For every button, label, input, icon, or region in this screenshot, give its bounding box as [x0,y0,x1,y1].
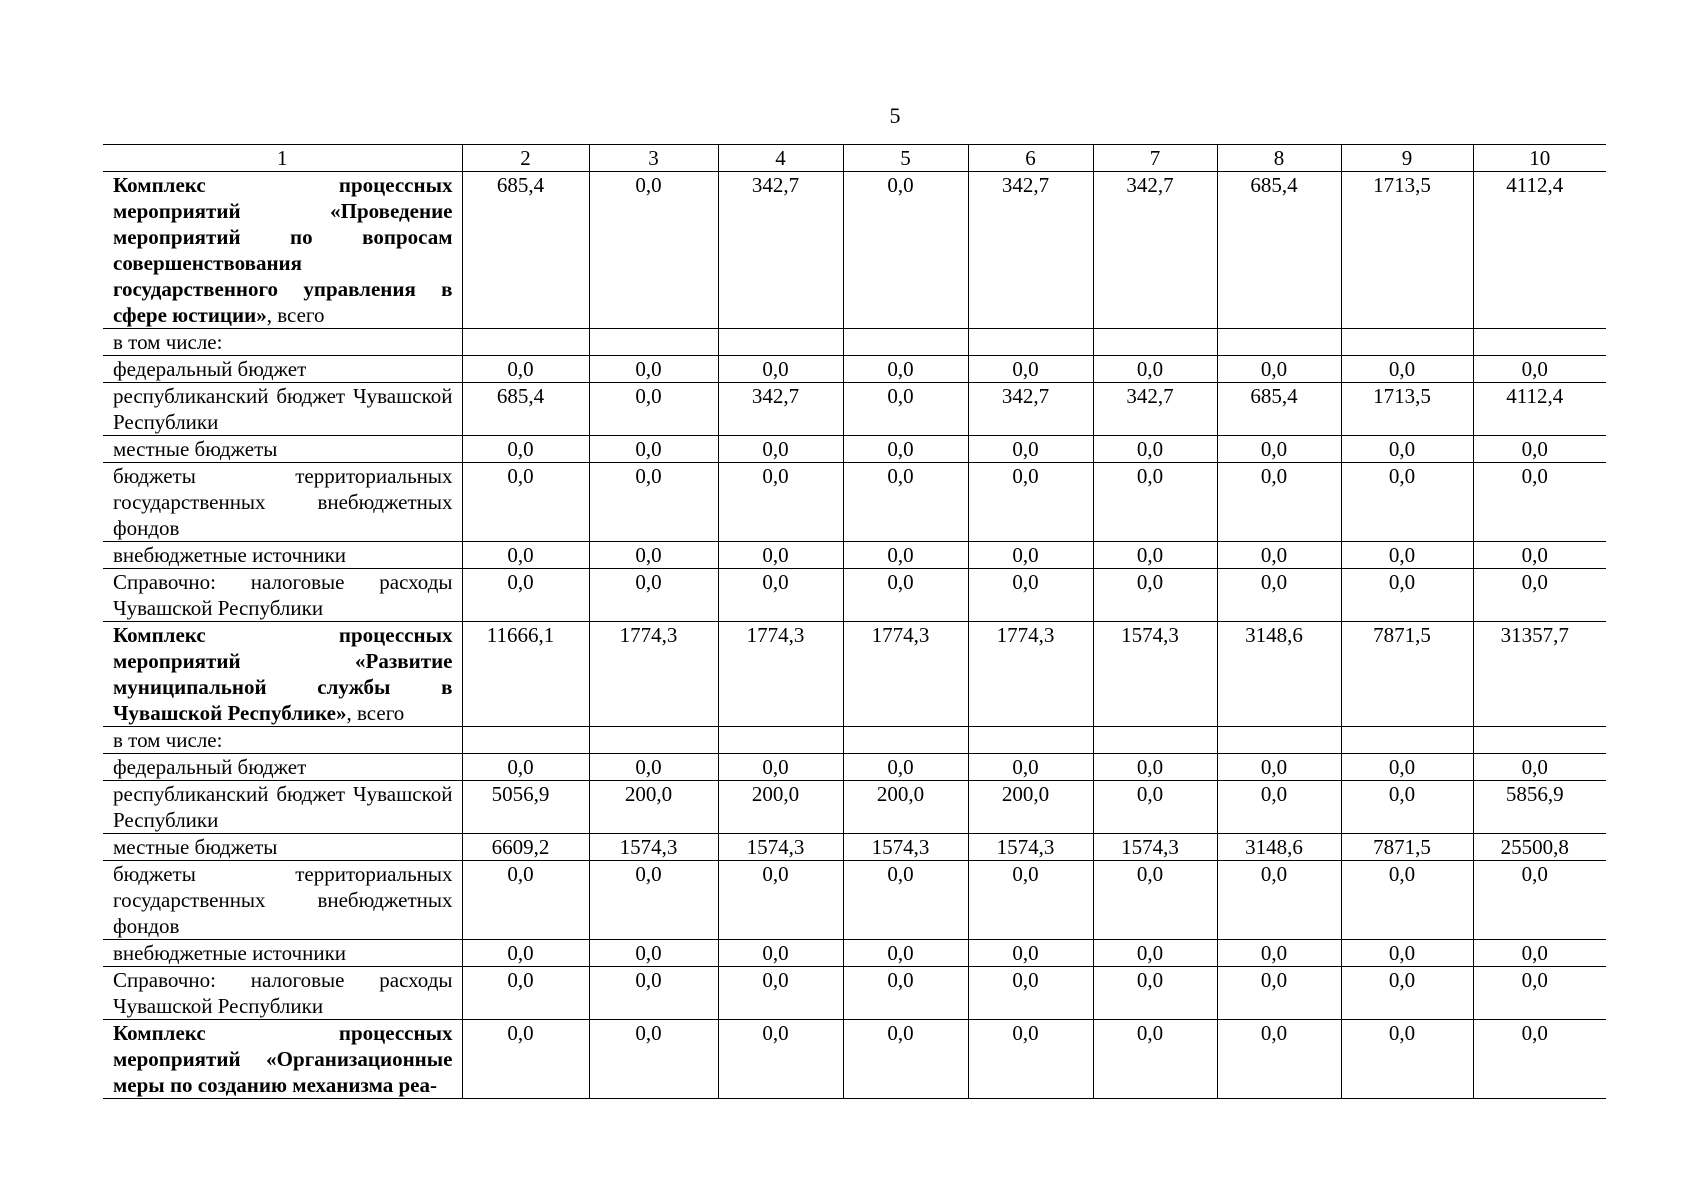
value-cell: 1574,3 [589,834,718,861]
value-cell: 200,0 [718,781,843,834]
value-cell [1473,329,1606,356]
value-cell: 0,0 [968,940,1093,967]
value-cell: 0,0 [718,356,843,383]
column-number-cell: 4 [718,145,843,172]
value-cell: 0,0 [1217,940,1341,967]
value-cell: 0,0 [462,967,589,1020]
row-label: бюджеты территориальных государственных внебюджетных фондов [103,463,462,542]
value-cell: 0,0 [843,1020,968,1099]
value-cell: 0,0 [1341,542,1473,569]
value-cell: 685,4 [462,172,589,329]
table-row [103,967,1606,1020]
value-cell: 1713,5 [1341,172,1473,329]
value-cell: 1774,3 [843,622,968,727]
row-label: бюджеты территориальных государственных внебюджетных фондов [103,861,462,940]
value-cell: 0,0 [462,569,589,622]
value-cell: 0,0 [718,861,843,940]
row-label: Справочно: налоговые расходы Чувашской Республики [103,967,462,1020]
value-cell: 1774,3 [589,622,718,727]
table-row [103,542,1606,569]
value-cell: 7871,5 [1341,622,1473,727]
table-row [103,940,1606,967]
value-cell [462,329,589,356]
value-cell: 3148,6 [1217,834,1341,861]
value-cell [718,727,843,754]
value-cell: 0,0 [589,436,718,463]
table-row [103,329,1606,356]
value-cell: 0,0 [589,383,718,436]
value-cell: 0,0 [1093,861,1217,940]
column-number-cell: 8 [1217,145,1341,172]
value-cell [843,727,968,754]
column-number-cell: 2 [462,145,589,172]
value-cell: 3148,6 [1217,622,1341,727]
value-cell: 4112,4 [1473,383,1606,436]
row-label [103,1020,462,1099]
value-cell: 0,0 [718,754,843,781]
value-cell: 0,0 [1341,1020,1473,1099]
value-cell: 0,0 [1473,356,1606,383]
column-number-cell: 1 [103,145,462,172]
value-cell [1093,727,1217,754]
value-cell: 0,0 [589,967,718,1020]
value-cell: 0,0 [462,861,589,940]
value-cell: 0,0 [718,436,843,463]
value-cell: 0,0 [968,436,1093,463]
value-cell: 0,0 [462,436,589,463]
value-cell: 342,7 [968,383,1093,436]
value-cell [718,329,843,356]
program-title-suffix: , всего [346,701,405,725]
value-cell: 1574,3 [1093,622,1217,727]
value-cell: 0,0 [1093,463,1217,542]
row-label [103,172,462,329]
value-cell: 1574,3 [1093,834,1217,861]
value-cell: 0,0 [462,1020,589,1099]
value-cell: 0,0 [1341,356,1473,383]
value-cell: 0,0 [843,436,968,463]
value-cell: 0,0 [1093,1020,1217,1099]
value-cell: 0,0 [843,356,968,383]
value-cell: 200,0 [968,781,1093,834]
value-cell: 0,0 [1341,861,1473,940]
value-cell: 0,0 [589,569,718,622]
program-title: Комплекс процессных мероприятий «Развитие муниципальной службы в Чувашской Республике» [113,623,453,725]
table-row [103,754,1606,781]
value-cell [589,329,718,356]
value-cell [589,727,718,754]
value-cell: 0,0 [843,463,968,542]
row-label: республиканский бюджет Чувашской Республики [103,781,462,834]
table-body [103,145,1606,1099]
value-cell: 0,0 [1217,781,1341,834]
table-row [103,172,1606,329]
value-cell: 0,0 [1473,1020,1606,1099]
row-label: республиканский бюджет Чувашской Республики [103,383,462,436]
table-row [103,569,1606,622]
row-label: Справочно: налоговые расходы Чувашской Республики [103,569,462,622]
row-label: в том числе: [103,329,462,356]
value-cell: 0,0 [1473,436,1606,463]
value-cell: 0,0 [1217,861,1341,940]
column-number-cell: 10 [1473,145,1606,172]
value-cell: 6609,2 [462,834,589,861]
value-cell: 0,0 [1341,754,1473,781]
table-row [103,356,1606,383]
value-cell: 0,0 [1341,967,1473,1020]
value-cell: 0,0 [718,542,843,569]
value-cell: 1574,3 [968,834,1093,861]
table-row [103,383,1606,436]
value-cell: 0,0 [1093,967,1217,1020]
value-cell: 342,7 [718,172,843,329]
value-cell [1217,329,1341,356]
value-cell: 685,4 [1217,383,1341,436]
row-label: внебюджетные источники [103,542,462,569]
program-title-suffix: , всего [266,303,325,327]
value-cell: 1574,3 [843,834,968,861]
value-cell: 0,0 [1217,1020,1341,1099]
value-cell: 0,0 [1217,436,1341,463]
value-cell: 31357,7 [1473,622,1606,727]
value-cell: 0,0 [462,542,589,569]
value-cell: 0,0 [1093,569,1217,622]
value-cell: 0,0 [1093,356,1217,383]
table-row [103,463,1606,542]
value-cell: 0,0 [1341,569,1473,622]
row-label: федеральный бюджет [103,356,462,383]
value-cell: 0,0 [843,569,968,622]
value-cell: 1774,3 [718,622,843,727]
value-cell: 0,0 [462,754,589,781]
value-cell: 0,0 [843,383,968,436]
value-cell [1093,329,1217,356]
value-cell: 342,7 [718,383,843,436]
value-cell [462,727,589,754]
value-cell: 342,7 [1093,172,1217,329]
value-cell: 0,0 [843,967,968,1020]
value-cell [1473,727,1606,754]
value-cell: 0,0 [589,356,718,383]
column-number-cell: 9 [1341,145,1473,172]
value-cell: 0,0 [1217,542,1341,569]
value-cell: 0,0 [589,940,718,967]
value-cell: 685,4 [462,383,589,436]
value-cell: 0,0 [1093,940,1217,967]
row-label: внебюджетные источники [103,940,462,967]
value-cell: 25500,8 [1473,834,1606,861]
value-cell: 0,0 [1217,967,1341,1020]
value-cell: 0,0 [1473,463,1606,542]
value-cell: 342,7 [968,172,1093,329]
value-cell: 0,0 [462,356,589,383]
column-number-row [103,145,1606,172]
value-cell: 0,0 [718,1020,843,1099]
column-number-cell: 6 [968,145,1093,172]
value-cell: 0,0 [843,861,968,940]
value-cell: 0,0 [1473,940,1606,967]
value-cell: 1574,3 [718,834,843,861]
value-cell: 0,0 [589,463,718,542]
value-cell: 0,0 [968,1020,1093,1099]
value-cell: 0,0 [968,861,1093,940]
value-cell: 0,0 [1093,781,1217,834]
value-cell: 0,0 [1473,967,1606,1020]
value-cell: 200,0 [843,781,968,834]
value-cell: 0,0 [968,569,1093,622]
table-row [103,781,1606,834]
value-cell: 0,0 [1341,463,1473,542]
value-cell: 0,0 [718,967,843,1020]
value-cell: 0,0 [1473,861,1606,940]
value-cell: 0,0 [1217,463,1341,542]
value-cell: 0,0 [1093,542,1217,569]
value-cell: 0,0 [968,967,1093,1020]
value-cell: 0,0 [843,542,968,569]
row-label: федеральный бюджет [103,754,462,781]
value-cell: 0,0 [1217,569,1341,622]
value-cell: 1774,3 [968,622,1093,727]
row-label: местные бюджеты [103,436,462,463]
value-cell: 0,0 [589,1020,718,1099]
value-cell: 7871,5 [1341,834,1473,861]
value-cell: 0,0 [462,463,589,542]
value-cell: 5856,9 [1473,781,1606,834]
column-number-cell: 5 [843,145,968,172]
value-cell [843,329,968,356]
value-cell: 0,0 [1093,754,1217,781]
value-cell: 0,0 [1473,754,1606,781]
value-cell: 0,0 [1341,436,1473,463]
value-cell: 4112,4 [1473,172,1606,329]
value-cell: 200,0 [589,781,718,834]
value-cell [968,727,1093,754]
value-cell: 0,0 [718,940,843,967]
value-cell: 1713,5 [1341,383,1473,436]
program-title: Комплекс процессных мероприятий «Проведение мероприятий по вопросам совершенствования государственного управления в сфере юстиции» [113,173,453,327]
table-row [103,861,1606,940]
row-label: в том числе: [103,727,462,754]
value-cell: 685,4 [1217,172,1341,329]
value-cell [1341,727,1473,754]
value-cell: 0,0 [718,463,843,542]
value-cell [1217,727,1341,754]
value-cell: 0,0 [589,542,718,569]
table-row [103,436,1606,463]
table-row [103,1020,1606,1099]
table-row [103,622,1606,727]
value-cell: 0,0 [968,463,1093,542]
value-cell: 0,0 [1093,436,1217,463]
column-number-cell: 3 [589,145,718,172]
row-label: местные бюджеты [103,834,462,861]
value-cell: 0,0 [968,356,1093,383]
value-cell: 0,0 [843,172,968,329]
table-row [103,727,1606,754]
value-cell: 11666,1 [462,622,589,727]
page-number: 5 [889,103,901,128]
value-cell: 0,0 [589,754,718,781]
column-number-cell: 7 [1093,145,1217,172]
value-cell: 0,0 [1473,569,1606,622]
value-cell: 0,0 [1341,940,1473,967]
table-row [103,834,1606,861]
value-cell: 0,0 [1473,542,1606,569]
program-title: Комплекс процессных мероприятий «Организационные меры по созданию механизма реа- [113,1021,453,1097]
value-cell: 0,0 [589,172,718,329]
value-cell: 0,0 [968,754,1093,781]
budget-table [103,144,1606,1099]
value-cell: 0,0 [462,940,589,967]
value-cell: 0,0 [968,542,1093,569]
value-cell: 0,0 [589,861,718,940]
value-cell: 0,0 [1217,754,1341,781]
value-cell: 0,0 [843,940,968,967]
value-cell: 342,7 [1093,383,1217,436]
value-cell: 0,0 [1217,356,1341,383]
value-cell: 0,0 [843,754,968,781]
value-cell: 5056,9 [462,781,589,834]
value-cell: 0,0 [1341,781,1473,834]
value-cell: 0,0 [718,569,843,622]
row-label [103,622,462,727]
value-cell [968,329,1093,356]
value-cell [1341,329,1473,356]
